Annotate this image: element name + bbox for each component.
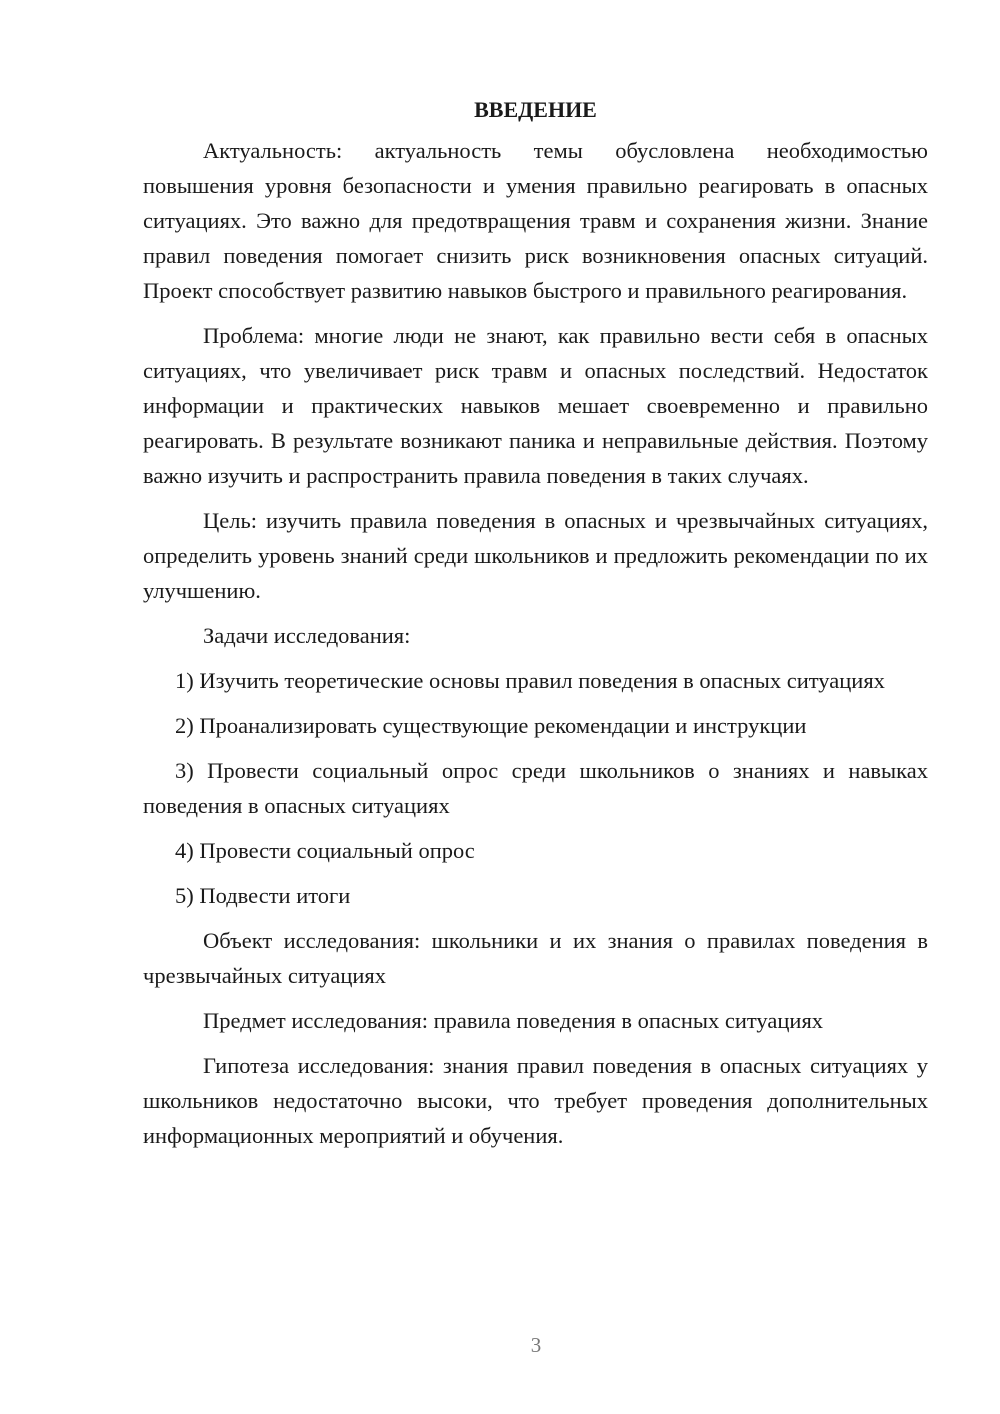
task-item-2: 2) Проанализировать существующие рекомендации и инструкции <box>175 713 807 738</box>
goal-paragraph: Цель: изучить правила поведения в опасных и чрезвычайных ситуациях, определить уровень знаний среди школьников и предложить рекомендации по их улучшению. <box>143 508 928 603</box>
object-paragraph: Объект исследования: школьники и их знания о правилах поведения в чрезвычайных ситуациях <box>143 928 928 988</box>
tasks-title: Задачи исследования: <box>203 623 411 648</box>
subject-paragraph: Предмет исследования: правила поведения в опасных ситуациях <box>203 1008 824 1033</box>
page-number: 3 <box>530 1333 542 1357</box>
document-page <box>143 90 928 1163</box>
task-item-4: 4) Провести социальный опрос <box>175 838 475 863</box>
task-item-1: 1) Изучить теоретические основы правил поведения в опасных ситуациях <box>175 668 885 693</box>
task-item-3: 3) Провести социальный опрос среди школьников о знаниях и навыках поведения в опасных ситуациях <box>143 758 928 818</box>
problem-paragraph: Проблема: многие люди не знают, как правильно вести себя в опасных ситуациях, что увеличивает риск травм и опасных последствий. Недостаток информации и практических навыков мешает своевременно и правильно реагировать. В результате возникают паника и неправильные действия. Поэтому важно изучить и распространить правила поведения в таких случаях. <box>143 323 928 488</box>
relevance-paragraph: Актуальность: актуальность темы обусловлена необходимостью повышения уровня безопасности и умения правильно реагировать в опасных ситуациях. Это важно для предотвращения травм и сохранения жизни. Знание правил поведения помогает снизить риск возникновения опасных ситуаций. Проект способствует развитию навыков быстрого и правильного реагирования. <box>143 138 928 303</box>
hypothesis-paragraph: Гипотеза исследования: знания правил поведения в опасных ситуациях у школьников недостаточно высоки, что требует проведения дополнительных информационных мероприятий и обучения. <box>143 1053 928 1148</box>
page-title: ВВЕДЕНИЕ <box>474 97 597 122</box>
task-item-5: 5) Подвести итоги <box>175 883 351 908</box>
